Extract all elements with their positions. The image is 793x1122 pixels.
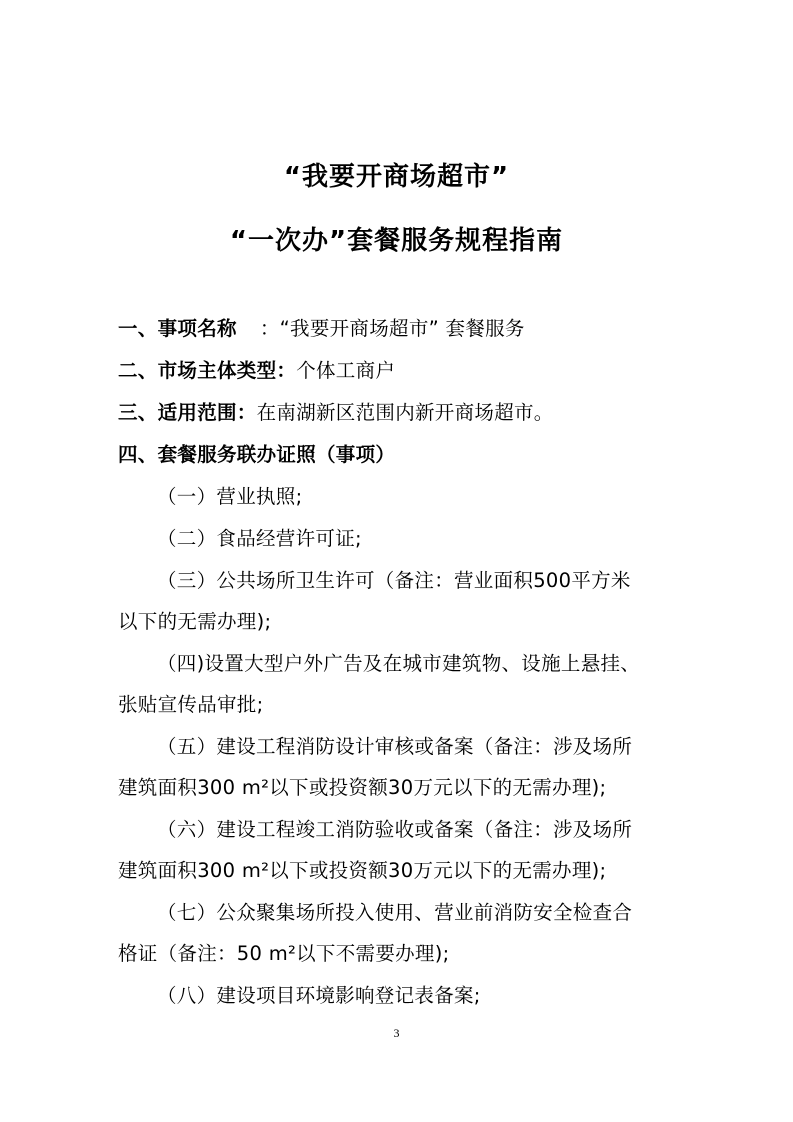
page-number: 3 [393,1026,400,1040]
item-name-label: 一、事项名称 [118,317,237,340]
sub-item: （四)设置大型户外广告及在城市建筑物、设施上悬挂、 [157,652,641,675]
scope-value: 在南湖新区范围内新开商场超市。 [256,401,554,424]
item-name-row [118,313,738,341]
sub-item-continuation: 建筑面积300 m²以下或投资额30万元以下的无需办理); [118,776,607,799]
sub-item-continuation: 张贴宣传品审批; [118,693,264,716]
item-name-value: ：“我要开商场超市” 套餐服务 [259,317,525,340]
sub-item: （五）建设工程消防设计审核或备案（备注：涉及场所 [157,735,633,758]
entity-type-value: 个体工商户 [296,359,396,382]
entity-type-row [118,355,738,383]
title-line-2: “一次办”套餐服务规程指南 [229,226,564,256]
sub-item-continuation: 建筑面积300 m²以下或投资额30万元以下的无需办理); [118,859,607,882]
sub-item: （一）营业执照; [157,485,303,508]
sub-item-continuation: 以下的无需办理); [118,610,272,633]
entity-type-label: 二、市场主体类型： [118,359,297,382]
sub-item: （六）建设工程竣工消防验收或备案（备注：涉及场所 [157,818,633,841]
title-line-1: “我要开商场超市” [283,162,510,192]
services-heading: 四、套餐服务联办证照（事项） [118,443,396,466]
scope-label: 三、适用范围： [118,401,257,424]
scope-row [118,397,738,425]
sub-item: （二）食品经营许可证; [157,527,362,550]
sub-item-continuation: 格证（备注：50 m²以下不需要办理); [118,942,450,965]
sub-item: （八）建设项目环境影响登记表备案; [157,984,481,1007]
sub-item: （七）公众聚集场所投入使用、营业前消防安全检查合 [157,901,633,924]
sub-item: （三）公共场所卫生许可（备注：营业面积500平方米 [157,569,631,592]
